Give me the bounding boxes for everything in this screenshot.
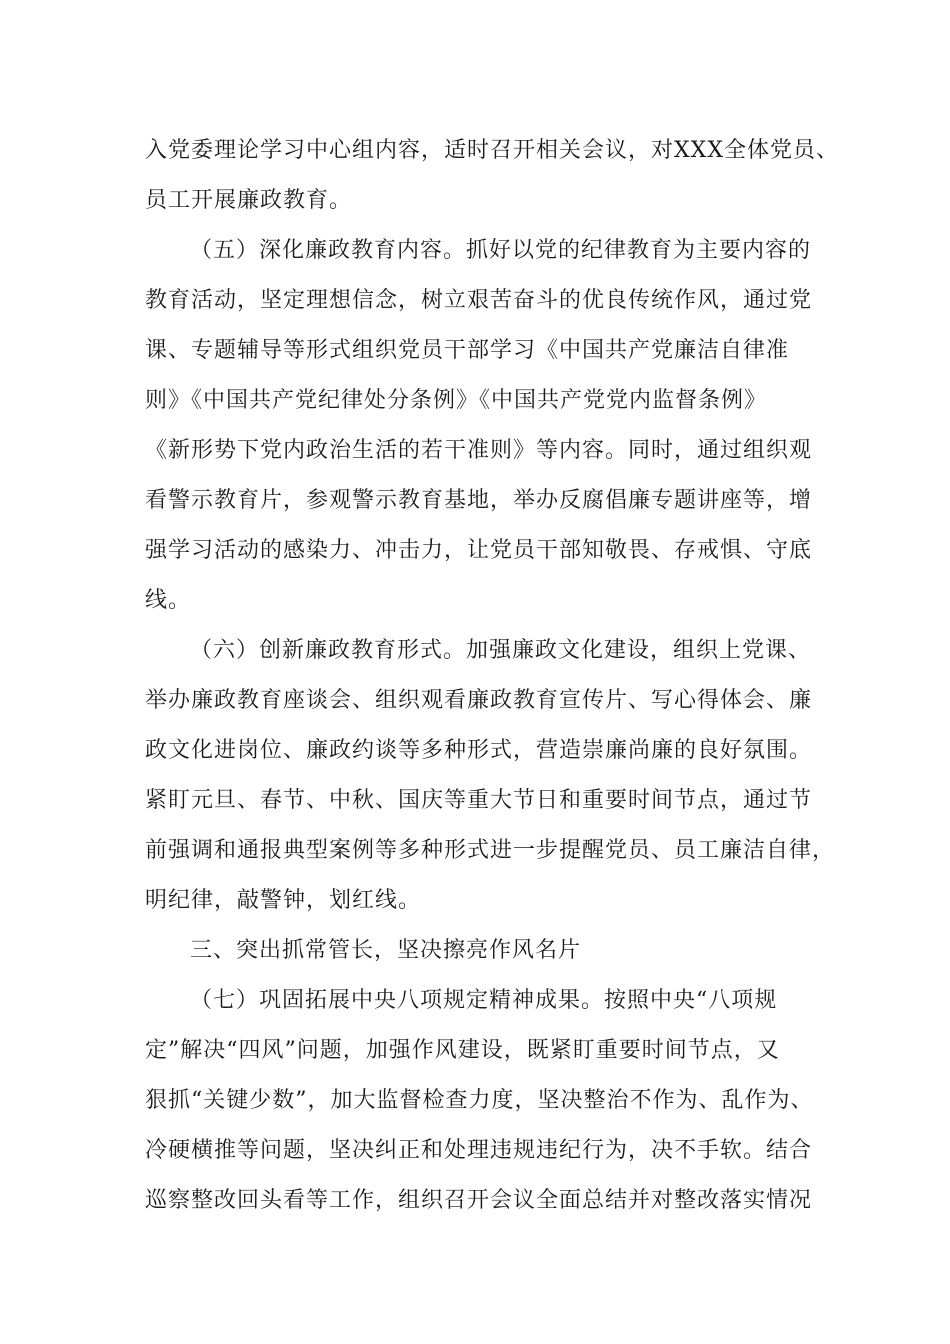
text-line-15: 前强调和通报典型案例等多种形式进一步提醒党员、员工廉洁自律， <box>145 838 836 863</box>
paragraph-6-start: （六）创新廉政教育形式。加强廉政文化建设，组织上党课、 <box>190 638 812 663</box>
text-line-5: 课、专题辅导等形式组织党员干部学习《中国共产党廉洁自律准 <box>145 338 790 363</box>
text-line-1: 入党委理论学习中心组内容，适时召开相关会议，对XXX全体党员、 <box>145 138 839 163</box>
text-line-12: 举办廉政教育座谈会、组织观看廉政教育宣传片、写心得体会、廉 <box>145 688 813 713</box>
text-line-21: 冷硬横推等问题，坚决纠正和处理违规违纪行为，决不手软。结合 <box>145 1138 813 1163</box>
paragraph-7-start: （七）巩固拓展中央八项规定精神成果。按照中央“八项规 <box>190 988 778 1013</box>
text-line-10: 线。 <box>145 588 192 613</box>
text-line-9: 强学习活动的感染力、冲击力，让党员干部知敬畏、存戒惧、守底 <box>145 538 813 563</box>
section-heading-3: 三、突出抓常管长，坚决擦亮作风名片 <box>190 938 582 963</box>
text-line-14: 紧盯元旦、春节、中秋、国庆等重大节日和重要时间节点，通过节 <box>145 788 813 813</box>
text-line-7: 《新形势下党内政治生活的若干准则》等内容。同时，通过组织观 <box>145 438 813 463</box>
text-line-20: 狠抓“关键少数”，加大监督检查力度，坚决整治不作为、乱作为、 <box>145 1088 814 1113</box>
text-line-13: 政文化进岗位、廉政约谈等多种形式，营造崇廉尚廉的良好氛围。 <box>145 738 813 763</box>
text-line-16: 明纪律，敲警钟，划红线。 <box>145 888 422 913</box>
text-line-8: 看警示教育片，参观警示教育基地，举办反腐倡廉专题讲座等，增 <box>145 488 813 513</box>
text-line-4: 教育活动，坚定理想信念，树立艰苦奋斗的优良传统作风，通过党 <box>145 288 813 313</box>
text-line-2: 员工开展廉政教育。 <box>145 188 353 213</box>
text-line-19: 定”解决“四风”问题，加强作风建设，既紧盯重要时间节点，又 <box>145 1038 780 1063</box>
text-line-6: 则》《中国共产党纪律处分条例》《中国共产党党内监督条例》 <box>145 388 768 413</box>
text-line-22: 巡察整改回头看等工作，组织召开会议全面总结并对整改落实情况 <box>145 1188 813 1213</box>
paragraph-5-start: （五）深化廉政教育内容。抓好以党的纪律教育为主要内容的 <box>190 238 812 263</box>
